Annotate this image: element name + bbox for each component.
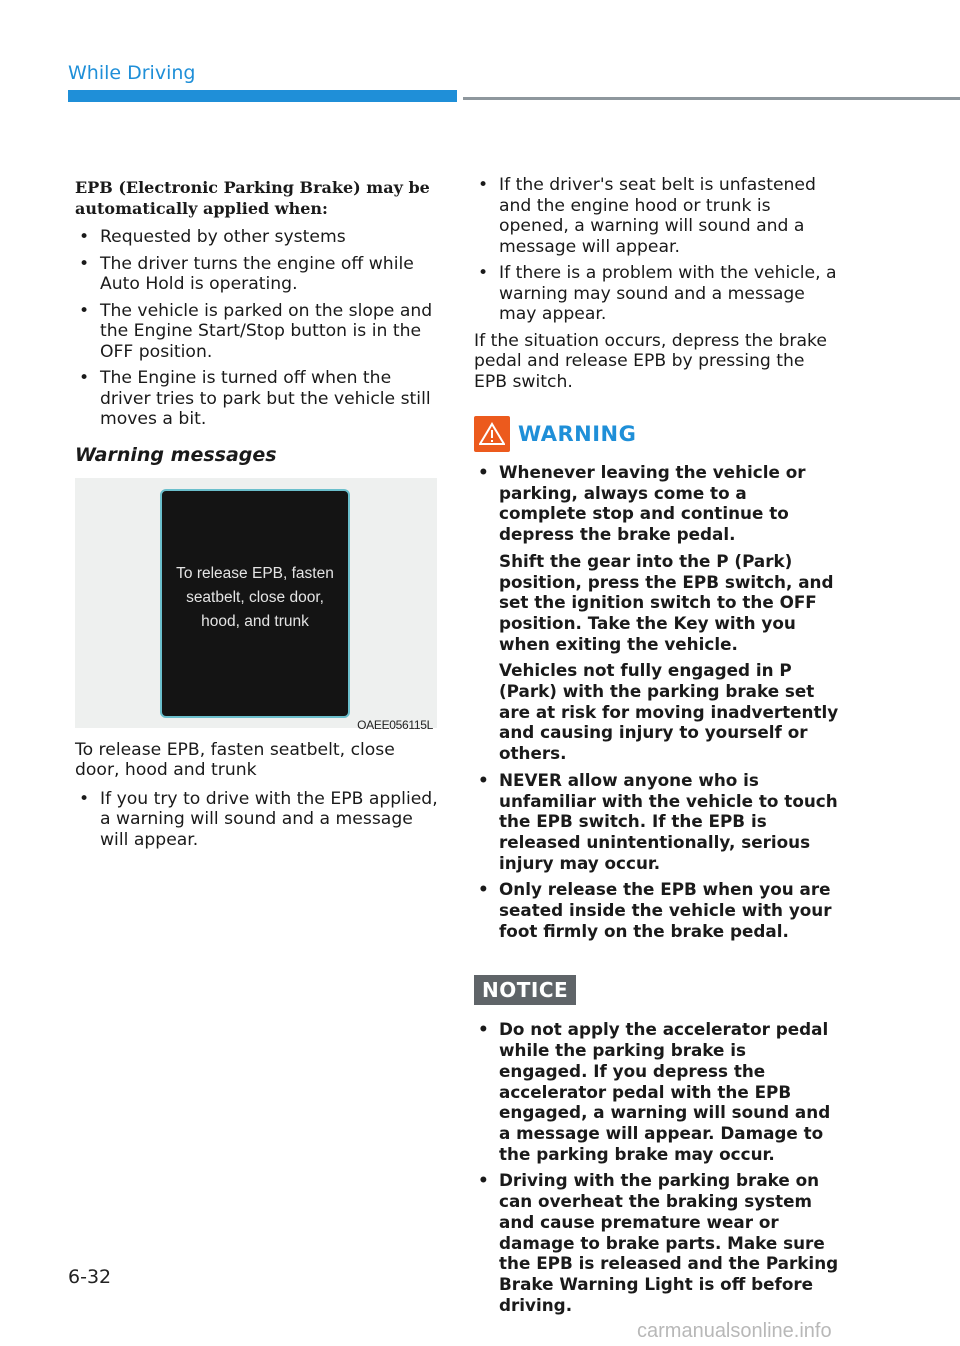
notice-list (474, 1019, 839, 1315)
epb-conditions-list (75, 227, 440, 430)
warning-conditions-list (474, 175, 839, 325)
list-item: • The Engine is turned off when the driver tries to park but the vehicle still moves a bit. (75, 368, 440, 430)
warning-header (474, 416, 839, 452)
section-title: While Driving (68, 62, 196, 84)
cluster-display-figure (75, 478, 437, 732)
warning-item-continuation: Vehicles not fully engaged in P (Park) with the parking brake set are at risk for moving inadvertently and causing injury to yourself or others. (499, 660, 839, 764)
caption-list (75, 789, 440, 851)
list-item: • If you try to drive with the EPB applied, a warning will sound and a message will appear. (75, 789, 440, 851)
cluster-screen (160, 489, 350, 718)
list-item: • The driver turns the engine off while Auto Hold is operating. (75, 254, 440, 295)
warning-item-continuation: Shift the gear into the P (Park) position, press the EPB switch, and set the ignition switch to the OFF position. Take the Key with you when exiting the vehicle. (499, 550, 834, 654)
watermark: carmanualsonline.info (637, 1320, 832, 1342)
warning-list (474, 462, 839, 941)
warning-triangle-icon (474, 416, 510, 452)
warning-item-text: Whenever leaving the vehicle or parking, always come to a complete stop and continue to depress the brake pedal. (499, 462, 806, 545)
list-item: • If the driver's seat belt is unfastened and the engine hood or trunk is opened, a warning will sound and a message will appear. (474, 175, 839, 257)
list-item: • Requested by other systems (75, 227, 440, 248)
list-item: • Driving with the parking brake on can overheat the braking system and cause premature wear or damage to brake parts. Make sure the EPB is released and the Parking Brake Warning Light is off before driving. (474, 1170, 839, 1315)
warning-title: WARNING (518, 422, 637, 446)
instruction-paragraph: If the situation occurs, depress the brake pedal and release EPB by pressing the EPB switch. (474, 330, 827, 392)
cluster-message: To release EPB, fasten seatbelt, close door, hood, and trunk (176, 565, 334, 630)
right-column (474, 175, 839, 1321)
left-column (75, 177, 440, 856)
notice-label: NOTICE (474, 975, 576, 1005)
list-item: • The vehicle is parked on the slope and the Engine Start/Stop button is in the OFF position. (75, 301, 440, 363)
header-rule (463, 97, 960, 100)
list-item: • If there is a problem with the vehicle, a warning may sound and a message may appear. (474, 263, 839, 325)
list-item (474, 879, 839, 941)
warning-messages-heading: Warning messages (75, 443, 277, 466)
list-item: • Do not apply the accelerator pedal while the parking brake is engaged. If you depress the accelerator pedal with the EPB engaged, a warning will sound and a message will appear. Damage to the parking brake may occur. (474, 1019, 839, 1164)
list-item (474, 770, 839, 874)
page-number: 6-32 (68, 1266, 112, 1288)
figure-code: OAEE056115L (357, 717, 433, 732)
epb-heading: EPB (Electronic Parking Brake) may be automatically applied when: (75, 178, 430, 218)
header-accent-bar (68, 90, 457, 102)
figure-caption: To release EPB, fasten seatbelt, close door, hood and trunk (75, 739, 395, 780)
list-item (474, 462, 839, 764)
warning-item-text: Only release the EPB when you are seated inside the vehicle with your foot firmly on the brake pedal. (499, 879, 832, 941)
warning-item-text: NEVER allow anyone who is unfamiliar with the vehicle to touch the EPB switch. If the EPB is released unintentionally, serious injury may occur. (499, 769, 838, 873)
